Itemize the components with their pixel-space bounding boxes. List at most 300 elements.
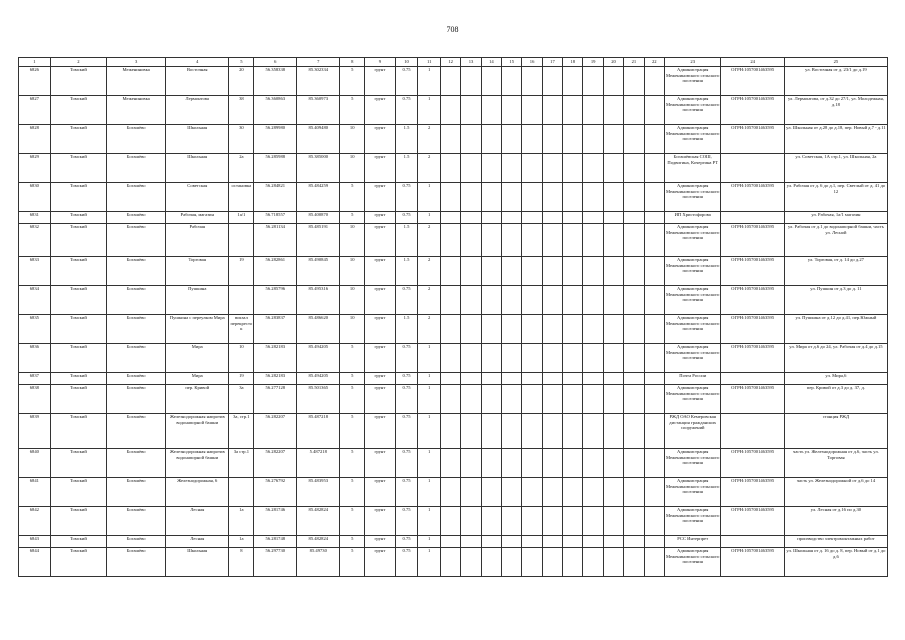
table-cell: 0.75 <box>395 183 418 212</box>
table-cell: 1 <box>418 344 441 373</box>
table-cell: грунт <box>365 224 396 257</box>
table-cell: ОГРН:1057001463595 <box>721 385 784 414</box>
table-cell <box>481 548 501 577</box>
table-cell: Школьная <box>166 125 229 154</box>
table-cell: грунт <box>365 125 396 154</box>
table-cell: 1.5 <box>395 154 418 183</box>
table-cell <box>644 224 664 257</box>
table-cell <box>542 154 562 183</box>
table-cell: вокзал перекресток <box>229 315 254 344</box>
table-cell: Богашёво <box>107 373 166 385</box>
table-cell: Лермонтова <box>166 96 229 125</box>
table-cell <box>440 344 460 373</box>
table-cell <box>502 507 522 536</box>
table-cell <box>440 548 460 577</box>
table-cell: грунт <box>365 414 396 449</box>
table-cell <box>461 67 481 96</box>
table-cell: 1а <box>229 507 254 536</box>
table-cell: 56.283837 <box>254 315 297 344</box>
table-cell: Межениновка <box>107 96 166 125</box>
table-cell: пер. Кривой от д.3 до д. 37, д. <box>784 385 887 414</box>
table-cell: Межениновка <box>107 67 166 96</box>
table-cell: Администрация Межениновского сельского поселения <box>664 548 721 577</box>
table-cell <box>481 385 501 414</box>
table-cell: 56.284821 <box>254 183 297 212</box>
table-cell: ОГРН:1057001463595 <box>721 96 784 125</box>
table-cell: 85.484259 <box>297 183 340 212</box>
table-cell: Лесная <box>166 507 229 536</box>
table-cell: 85.494205 <box>297 344 340 373</box>
table-cell: Томский <box>50 373 107 385</box>
table-cell: грунт <box>365 373 396 385</box>
table-cell: 6838 <box>19 385 51 414</box>
column-header: 7 <box>297 58 340 67</box>
table-cell: Томский <box>50 344 107 373</box>
table-cell <box>481 315 501 344</box>
table-cell <box>624 257 644 286</box>
table-cell: РСС Интерпрет <box>664 536 721 548</box>
table-cell: Томский <box>50 154 107 183</box>
table-cell: 1 <box>418 478 441 507</box>
table-cell: ул. Лермонтова, от д.32 до 27/1, ул. Молодежная, д.18 <box>784 96 887 125</box>
table-cell: 56.360863 <box>254 96 297 125</box>
table-cell: 5 <box>340 536 365 548</box>
table-cell: 0.75 <box>395 449 418 478</box>
table-cell: 2 <box>418 125 441 154</box>
table-cell: 5 <box>340 449 365 478</box>
table-cell <box>624 224 644 257</box>
table-cell <box>644 286 664 315</box>
table-cell <box>563 212 583 224</box>
table-cell: 2 <box>418 224 441 257</box>
table-cell: Администрация Межениновского сельского поселения <box>664 183 721 212</box>
table-cell <box>542 257 562 286</box>
table-cell: Богашёво <box>107 449 166 478</box>
table-cell <box>481 478 501 507</box>
table-cell <box>481 414 501 449</box>
table-cell: Богашёво <box>107 286 166 315</box>
registry-table <box>18 57 888 577</box>
table-cell: 20 <box>229 67 254 96</box>
table-cell <box>502 257 522 286</box>
table-cell <box>481 154 501 183</box>
table-cell <box>583 125 603 154</box>
table-row <box>19 154 888 183</box>
table-cell: грунт <box>365 212 396 224</box>
table-cell <box>461 315 481 344</box>
table-cell <box>624 373 644 385</box>
table-cell: Богашёво <box>107 257 166 286</box>
table-cell <box>461 478 481 507</box>
table-cell <box>583 449 603 478</box>
table-cell <box>502 414 522 449</box>
table-cell <box>603 67 623 96</box>
table-cell: ОГРН:1057001463595 <box>721 67 784 96</box>
table-cell <box>644 344 664 373</box>
table-cell: грунт <box>365 67 396 96</box>
table-cell: Железнодорожная, 6 <box>166 478 229 507</box>
table-cell <box>522 125 542 154</box>
table-row <box>19 224 888 257</box>
table-cell: Железнодорожная напротив водонапорной башни <box>166 414 229 449</box>
table-cell: 1.5 <box>395 257 418 286</box>
column-header: 3 <box>107 58 166 67</box>
table-cell <box>644 96 664 125</box>
table-cell <box>624 96 644 125</box>
table-row <box>19 449 888 478</box>
table-cell <box>522 183 542 212</box>
table-cell: Томский <box>50 449 107 478</box>
table-cell: 5 <box>340 183 365 212</box>
table-cell <box>624 449 644 478</box>
table-cell: 56.282207 <box>254 414 297 449</box>
table-cell <box>522 224 542 257</box>
table-cell: 5 <box>340 507 365 536</box>
table-cell <box>583 478 603 507</box>
table-cell: 6844 <box>19 548 51 577</box>
table-cell <box>461 507 481 536</box>
table-cell: 2 <box>418 257 441 286</box>
table-cell: ул. Восточная от д. 23/1 до д.19 <box>784 67 887 96</box>
table-cell <box>440 315 460 344</box>
table-cell: Администрация Межениновского сельского поселения <box>664 507 721 536</box>
table-cell: Богашёво <box>107 125 166 154</box>
table-cell <box>583 315 603 344</box>
table-cell <box>502 344 522 373</box>
table-cell <box>583 154 603 183</box>
table-cell: грунт <box>365 385 396 414</box>
table-cell <box>644 385 664 414</box>
table-cell: Мира <box>166 344 229 373</box>
table-cell <box>542 385 562 414</box>
table-cell <box>563 154 583 183</box>
table-cell <box>502 96 522 125</box>
table-cell: 10 <box>340 315 365 344</box>
table-cell: 3а <box>229 385 254 414</box>
table-cell: пер. Кривой <box>166 385 229 414</box>
table-cell: 0.75 <box>395 385 418 414</box>
table-cell: 5 <box>340 478 365 507</box>
table-cell <box>644 125 664 154</box>
table-cell: 1а/1 <box>229 212 254 224</box>
table-cell: ОГРН:1057001463595 <box>721 224 784 257</box>
table-cell <box>563 96 583 125</box>
table-cell: Томский <box>50 212 107 224</box>
table-cell: ул. Пушкин от д.3 до д. 11 <box>784 286 887 315</box>
column-header: 9 <box>365 58 396 67</box>
table-cell: Администрация Межениновского сельского поселения <box>664 315 721 344</box>
table-cell <box>522 373 542 385</box>
table-cell: 85.385000 <box>297 154 340 183</box>
table-cell: 0.75 <box>395 96 418 125</box>
table-cell <box>502 548 522 577</box>
table-cell <box>440 478 460 507</box>
table-cell: 5 <box>340 96 365 125</box>
table-cell: ОГРН:1057001463595 <box>721 125 784 154</box>
table-cell <box>644 67 664 96</box>
table-cell <box>502 315 522 344</box>
table-cell: 2 <box>418 154 441 183</box>
table-cell: Томский <box>50 125 107 154</box>
table-cell <box>522 96 542 125</box>
table-cell: ОГРН:1057001463595 <box>721 449 784 478</box>
table-cell <box>603 125 623 154</box>
table-cell: 6829 <box>19 154 51 183</box>
table-cell <box>461 385 481 414</box>
table-cell <box>522 414 542 449</box>
table-cell <box>563 224 583 257</box>
column-header: 6 <box>254 58 297 67</box>
table-cell: 1 <box>418 373 441 385</box>
table-cell: 85.400870 <box>297 212 340 224</box>
table-cell: ул. Школьная от д.28 до д.18, пер. Новый д.7 - д.11 <box>784 125 887 154</box>
table-cell <box>603 224 623 257</box>
table-cell <box>603 507 623 536</box>
column-header: 5 <box>229 58 254 67</box>
table-cell <box>563 536 583 548</box>
table-cell: ул. Рабочая, 1а/1 магазин <box>784 212 887 224</box>
page-number: 708 <box>446 25 459 34</box>
table-cell: Томский <box>50 183 107 212</box>
table-cell: Советская <box>166 183 229 212</box>
table-cell: грунт <box>365 536 396 548</box>
table-cell: ОГРН:1057001463595 <box>721 286 784 315</box>
table-cell <box>542 224 562 257</box>
table-cell: 0.75 <box>395 373 418 385</box>
table-cell <box>644 315 664 344</box>
table-cell: Администрация Межениновского сельского поселения <box>664 125 721 154</box>
table-cell <box>563 507 583 536</box>
table-cell: 85.490845 <box>297 257 340 286</box>
table-cell: 2 <box>418 286 441 315</box>
table-cell <box>603 373 623 385</box>
table-cell <box>644 414 664 449</box>
table-cell <box>481 373 501 385</box>
table-cell <box>583 183 603 212</box>
table-cell <box>440 373 460 385</box>
table-cell <box>563 344 583 373</box>
table-cell <box>461 414 481 449</box>
table-cell: 85.501365 <box>297 385 340 414</box>
column-header: 21 <box>624 58 644 67</box>
table-cell <box>624 414 644 449</box>
table-cell: Пушкина <box>166 286 229 315</box>
table-cell: 0.75 <box>395 548 418 577</box>
table-cell <box>461 125 481 154</box>
table-cell <box>563 257 583 286</box>
table-cell: Рабочая, магазин <box>166 212 229 224</box>
table-cell: ул. Мира,6 <box>784 373 887 385</box>
table-cell: Богашёво <box>107 344 166 373</box>
table-cell <box>440 507 460 536</box>
table-row <box>19 548 888 577</box>
table-cell: Богашёво <box>107 183 166 212</box>
table-cell <box>229 224 254 257</box>
table-cell: 0.75 <box>395 286 418 315</box>
table-cell <box>440 183 460 212</box>
table-row <box>19 67 888 96</box>
table-row <box>19 257 888 286</box>
table-cell <box>461 344 481 373</box>
table-cell <box>461 257 481 286</box>
table-cell <box>461 373 481 385</box>
table-cell <box>440 257 460 286</box>
table-cell <box>502 154 522 183</box>
table-cell: 5 <box>340 385 365 414</box>
table-cell: 85.409480 <box>297 125 340 154</box>
table-cell <box>563 125 583 154</box>
table-cell <box>461 183 481 212</box>
table-cell <box>542 96 562 125</box>
table-cell: Лесная <box>166 536 229 548</box>
table-cell <box>721 212 784 224</box>
column-header: 15 <box>502 58 522 67</box>
table-cell: Томский <box>50 414 107 449</box>
table-row <box>19 373 888 385</box>
table-cell <box>522 536 542 548</box>
table-cell: 56.281748 <box>254 536 297 548</box>
table-cell: 1 <box>418 385 441 414</box>
table-cell <box>440 125 460 154</box>
table-cell: ул. Пушкина от д.12 до д.41, пер.Южный <box>784 315 887 344</box>
table-cell: 1 <box>418 414 441 449</box>
table-cell <box>721 373 784 385</box>
table-row <box>19 183 888 212</box>
table-cell: 1.5 <box>395 224 418 257</box>
table-cell <box>542 67 562 96</box>
table-cell: Администрация Межениновского сельского поселения <box>664 385 721 414</box>
table-cell <box>563 449 583 478</box>
table-cell <box>481 67 501 96</box>
table-cell: 10 <box>340 125 365 154</box>
table-cell: грунт <box>365 257 396 286</box>
column-header: 18 <box>563 58 583 67</box>
table-cell <box>644 478 664 507</box>
table-cell: 6843 <box>19 536 51 548</box>
table-cell: 10 <box>340 286 365 315</box>
table-cell: Администрация Межениновского сельского поселения <box>664 286 721 315</box>
table-cell: Томский <box>50 385 107 414</box>
table-cell: 30 <box>229 125 254 154</box>
table-cell: 56.282183 <box>254 373 297 385</box>
table-cell: Богашёво <box>107 315 166 344</box>
table-cell: грунт <box>365 154 396 183</box>
table-cell: 56.282183 <box>254 344 297 373</box>
column-header: 19 <box>583 58 603 67</box>
table-cell <box>481 507 501 536</box>
table-cell: 85.495316 <box>297 286 340 315</box>
table-cell: 85.49730 <box>297 548 340 577</box>
column-header: 11 <box>418 58 441 67</box>
table-cell: остановка <box>229 183 254 212</box>
table-cell <box>583 224 603 257</box>
table-cell <box>461 154 481 183</box>
table-cell: 1 <box>418 96 441 125</box>
table-cell: часть ул. Железнодорожная от д.6, часть ул. Торговая <box>784 449 887 478</box>
table-cell <box>583 286 603 315</box>
table-cell <box>502 478 522 507</box>
table-cell <box>502 536 522 548</box>
table-cell <box>461 286 481 315</box>
table-cell <box>440 449 460 478</box>
table-cell <box>624 286 644 315</box>
table-cell <box>624 478 644 507</box>
table-cell: ОГРН:1057001463595 <box>721 183 784 212</box>
table-cell: Богашёвская СОШ, Подвигина, Кочергина РТ <box>664 154 721 183</box>
column-header: 14 <box>481 58 501 67</box>
table-cell: грунт <box>365 548 396 577</box>
table-cell: 1а <box>229 536 254 548</box>
table-cell: Томский <box>50 548 107 577</box>
table-cell <box>624 344 644 373</box>
table-cell: 1 <box>418 67 441 96</box>
table-cell <box>502 125 522 154</box>
table-cell: 8 <box>229 548 254 577</box>
header-row <box>19 58 888 67</box>
table-cell <box>542 449 562 478</box>
table-cell: ОГРН:1057001463595 <box>721 548 784 577</box>
table-row <box>19 96 888 125</box>
column-header: 13 <box>461 58 481 67</box>
column-header: 1 <box>19 58 51 67</box>
table-cell: 6834 <box>19 286 51 315</box>
column-header: 24 <box>721 58 784 67</box>
table-cell <box>603 257 623 286</box>
table-cell <box>624 125 644 154</box>
table-cell: Богашёво <box>107 224 166 257</box>
table-cell <box>624 212 644 224</box>
table-cell: Мира <box>166 373 229 385</box>
table-cell <box>583 212 603 224</box>
table-cell: 0.75 <box>395 414 418 449</box>
table-cell: 1 <box>418 548 441 577</box>
table-cell <box>481 125 501 154</box>
table-cell <box>542 183 562 212</box>
table-cell: 1 <box>418 536 441 548</box>
table-cell: ул. Школьная от д. 16 до д. 8, пер. Новый от д.1 до д.6 <box>784 548 887 577</box>
table-cell <box>563 385 583 414</box>
table-cell: Богашёво <box>107 478 166 507</box>
table-cell <box>644 212 664 224</box>
table-cell: 19 <box>229 373 254 385</box>
table-cell: ул. Рабочая от д.1 до водонапорной башни, часть ул. Лесной <box>784 224 887 257</box>
table-cell <box>481 286 501 315</box>
table-cell: Томский <box>50 536 107 548</box>
table-cell: Восточная <box>166 67 229 96</box>
table-cell <box>502 67 522 96</box>
table-cell: Богашёво <box>107 212 166 224</box>
table-cell <box>461 96 481 125</box>
table-cell <box>522 67 542 96</box>
table-cell <box>542 344 562 373</box>
table-cell: ул. Мира от д.6 до 24, ул. Рабочая от д.4 до д.15 <box>784 344 887 373</box>
table-cell <box>603 548 623 577</box>
table-cell <box>481 96 501 125</box>
table-cell: 0.75 <box>395 344 418 373</box>
table-cell <box>502 385 522 414</box>
table-cell: 5 <box>340 548 365 577</box>
table-cell: 6830 <box>19 183 51 212</box>
table-cell: 10 <box>340 257 365 286</box>
table-cell: ОГРН:1057001463595 <box>721 257 784 286</box>
table-cell: 0.75 <box>395 507 418 536</box>
table-cell: Администрация Межениновского сельского поселения <box>664 257 721 286</box>
table-cell: Администрация Межениновского сельского поселения <box>664 449 721 478</box>
table-cell <box>440 154 460 183</box>
table-cell <box>542 478 562 507</box>
table-cell <box>440 286 460 315</box>
table-cell: 0.75 <box>395 478 418 507</box>
